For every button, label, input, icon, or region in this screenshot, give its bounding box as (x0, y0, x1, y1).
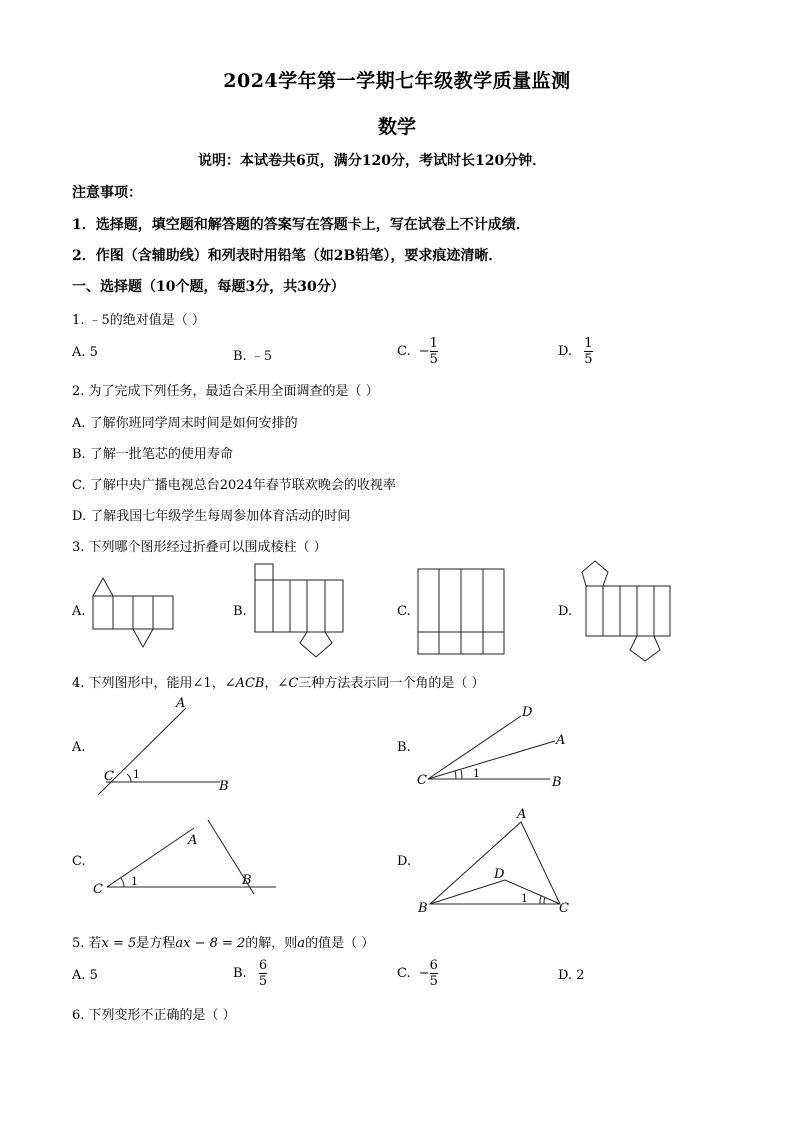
q4-label-c: C. (72, 854, 86, 869)
q1-option-c-sign: − (418, 344, 430, 359)
label-d: D (494, 867, 505, 882)
fraction-denominator: 5 (429, 352, 438, 367)
fraction-denominator: 5 (429, 974, 438, 989)
fraction-numerator: 1 (584, 336, 593, 351)
notice-item-1: 1．选择题，填空题和解答题的答案写在答题卡上，写在试卷上不计成绩． (72, 217, 530, 233)
angle-mark-1: 1 (473, 767, 480, 780)
q6-stem: 6. 下列变形不正确的是（ ） (72, 1008, 236, 1023)
fraction-numerator: 6 (258, 958, 268, 973)
q5-stem-part: 的解，则 (245, 936, 298, 951)
notice-item-2: 2．作图（含辅助线）和列表时用铅笔（如2B铅笔），要求痕迹清晰． (72, 248, 503, 264)
label-a: A (176, 696, 186, 711)
section-heading: 一、选择题（10个题，每题3分，共30分） (72, 279, 345, 295)
q5-option-b-fraction (259, 958, 267, 989)
q4-stem-part: 三种方法表示同一个角的是（ ） (298, 676, 485, 691)
subject-title: 数学 (377, 116, 416, 138)
q4-stem-angle-c: ∠C (277, 676, 299, 691)
q4-label-d: D. (397, 854, 412, 869)
angle-mark-1: 1 (133, 768, 140, 781)
label-d: D (522, 705, 533, 720)
q3-stem: 3. 下列哪个图形经过折叠可以围成棱柱（ ） (72, 540, 327, 555)
q2-option-c: C. 了解中央广播电视总台2024年春节联欢晚会的收视率 (72, 478, 396, 493)
q5-option-a: A. 5 (72, 968, 98, 983)
q3-label-b: B. (233, 604, 247, 619)
label-b: B (219, 779, 229, 794)
q5-option-c-sign: − (418, 966, 430, 981)
q1-option-a: A. 5 (72, 345, 98, 360)
q2-option-d: D. 了解我国七年级学生每周参加体育活动的时间 (72, 509, 351, 524)
q2-option-a: A. 了解你班同学周末时间是如何安排的 (72, 416, 298, 431)
label-c: C (93, 882, 103, 897)
q1-option-c-label: C. (397, 344, 411, 359)
q4-stem-angle-acb: ∠ACB (224, 676, 265, 691)
label-b: B (552, 775, 562, 790)
q5-option-b (233, 958, 267, 989)
exam-note: 说明：本试卷共6页，满分120分，考试时长120分钟． (198, 153, 547, 169)
fraction-denominator: 5 (584, 352, 593, 367)
label-a: A (556, 733, 566, 748)
net-d-figure (582, 561, 670, 661)
q3-label-d: D. (558, 604, 573, 619)
q4-label-b: B. (397, 740, 411, 755)
q5-stem-part: 5. 若 (72, 936, 102, 951)
net-c-figure (418, 569, 504, 654)
q2-option-b: B. 了解一批笔芯的使用寿命 (72, 447, 233, 462)
q2-stem: 2. 为了完成下列任务，最适合采用全面调查的是（ ） (72, 384, 379, 399)
q3-label-c: C. (397, 604, 411, 619)
label-c: C (559, 901, 569, 916)
q5-stem-equation: x = 5 (101, 936, 137, 951)
angle-figure-a (98, 708, 220, 795)
label-a: A (517, 807, 527, 822)
q1-option-d-label: D. (558, 344, 573, 359)
q5-option-b-label: B. (233, 966, 247, 981)
net-a-figure (93, 578, 173, 647)
fraction-denominator: 5 (258, 974, 268, 989)
label-a: A (188, 833, 198, 848)
q5-option-d: D. 2 (558, 968, 585, 983)
q5-stem-equation: ax − 8 = 2 (175, 936, 246, 951)
q5-stem-variable: a (297, 936, 306, 951)
q4-stem-part: 4. 下列图形中，能用∠1， (72, 676, 225, 691)
label-b: B (242, 873, 252, 888)
q1-stem: 1. ﹣5的绝对值是（ ） (72, 313, 205, 328)
angle-mark-1: 1 (131, 875, 138, 888)
label-b: B (418, 901, 428, 916)
q5-stem (72, 932, 374, 951)
net-b-figure (255, 564, 343, 657)
q4-label-a: A. (72, 740, 86, 755)
q4-stem-part: ， (264, 676, 278, 691)
q5-option-c (397, 958, 438, 989)
page-title: 2024学年第一学期七年级教学质量监测 (223, 70, 571, 92)
q3-label-a: A. (72, 604, 86, 619)
q5-stem-part: 是方程 (136, 936, 176, 951)
q4-stem (72, 672, 484, 691)
label-c: C (417, 773, 427, 788)
q1-option-b: B. ﹣5 (233, 349, 273, 364)
angle-figure-b (428, 716, 555, 779)
label-c: C (104, 769, 114, 784)
q5-option-c-label: C. (397, 966, 411, 981)
q5-option-c-fraction (430, 958, 438, 989)
notice-heading: 注意事项： (72, 185, 142, 201)
fraction-numerator: 6 (429, 958, 438, 973)
q5-stem-part: 的值是（ ） (305, 936, 375, 951)
angle-mark-1: 1 (521, 892, 528, 905)
fraction-numerator: 1 (429, 336, 438, 351)
angle-figure-d (430, 822, 560, 904)
